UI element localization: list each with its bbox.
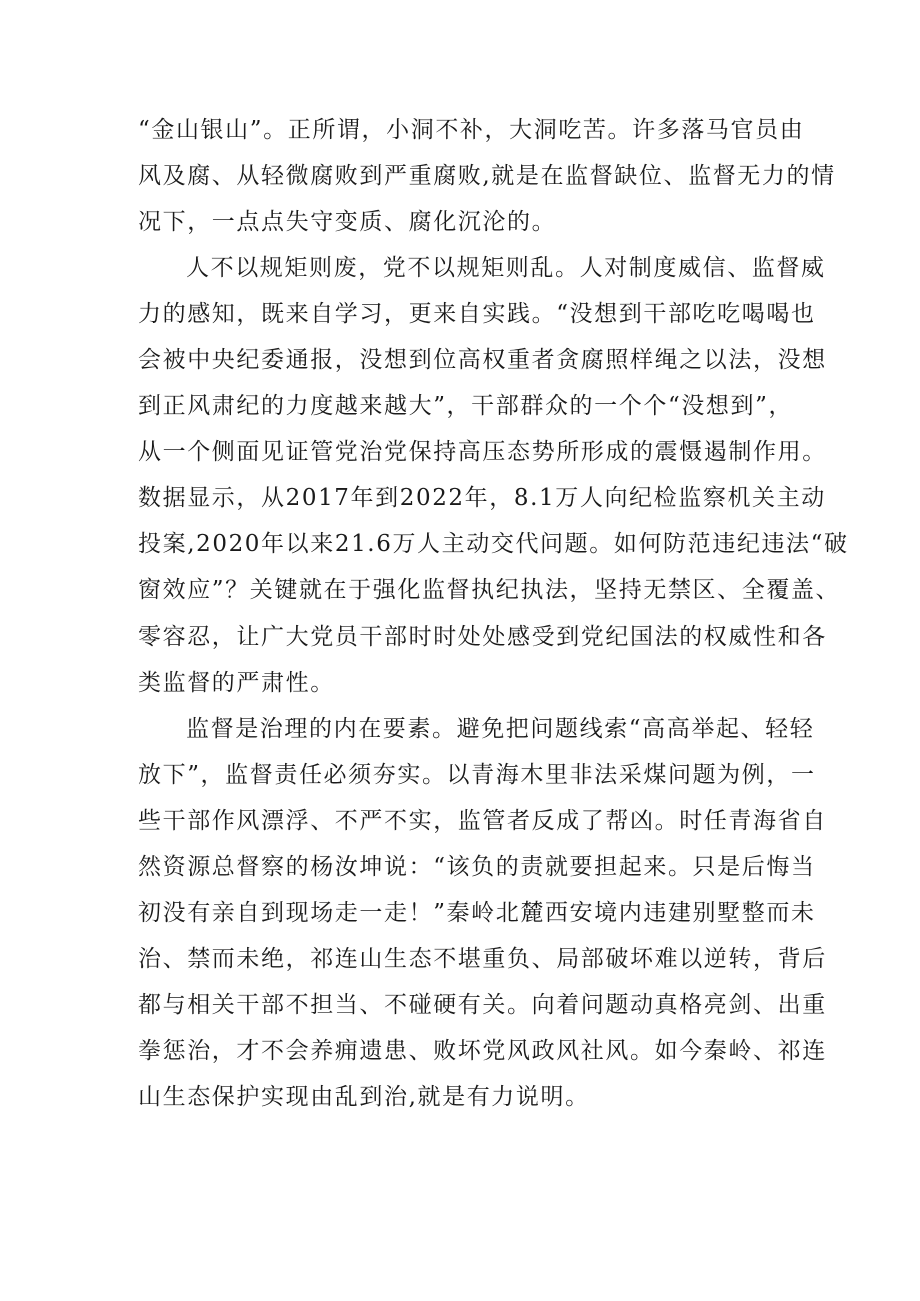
text-line: 人不以规矩则废，党不以规矩则乱。人对制度威信、监督威 [186,255,826,282]
text-line: 窗效应”？关键就在于强化监督执纪执法，坚持无禁区、全覆盖、 [138,577,841,604]
paragraph-3 [138,711,827,1125]
paragraph-2 [138,250,849,710]
text-line: 风及腐、从轻微腐败到严重腐败,就是在监督缺位、监督无力的情 [138,163,836,190]
text-line: 初没有亲自到现场走一走！”秦岭北麓西安境内违建别墅整而未 [138,899,816,926]
text-line: 拳惩治，才不会养痈遗患、败坏党风政风社风。如今秦岭、祁连 [138,1037,827,1064]
text-line: “金山银山”。正所谓，小洞不补，大洞吃苦。许多落马官员由 [138,117,805,143]
paragraph-1 [138,112,836,250]
text-line: 些干部作风漂浮、不严不实，监管者反成了帮凶。时任青海省自 [138,807,827,834]
text-line: 从一个侧面见证管党治党保持高压态势所形成的震慑遏制作用。 [138,439,827,466]
text-line: 况下，一点点失守变质、腐化沉沦的。 [138,209,557,236]
article-body [138,112,849,1125]
text-line: 到正风肃纪的力度越来越大”，干部群众的一个个“没想到”， [138,393,794,420]
text-line: 力的感知，既来自学习，更来自实践。“没想到干部吃吃喝喝也 [138,301,816,328]
text-line: 零容忍，让广大党员干部时时处处感受到党纪国法的权威性和各 [138,623,827,650]
text-line: 投案,2020年以来21.6万人主动交代问题。如何防范违纪违法“破 [138,531,849,558]
text-line: 山生态保护实现由乱到治,就是有力说明。 [138,1083,590,1110]
text-line: 类监督的严肃性。 [138,669,335,696]
text-line: 会被中央纪委通报，没想到位高权重者贪腐照样绳之以法，没想 [138,347,827,374]
text-line: 治、禁而未绝，祁连山生态不堪重负、局部破坏难以逆转，背后 [138,945,827,972]
text-line: 放下”，监督责任必须夯实。以青海木里非法采煤问题为例，一 [138,761,816,788]
text-line: 数据显示，从2017年到2022年，8.1万人向纪检监察机关主动 [138,485,826,512]
text-line: 监督是治理的内在要素。避免把问题线索“高高举起、轻轻 [186,715,815,742]
text-line: 然资源总督察的杨汝坤说：“该负的责就要担起来。只是后悔当 [138,853,816,880]
text-line: 都与相关干部不担当、不碰硬有关。向着问题动真格亮剑、出重 [138,991,827,1018]
